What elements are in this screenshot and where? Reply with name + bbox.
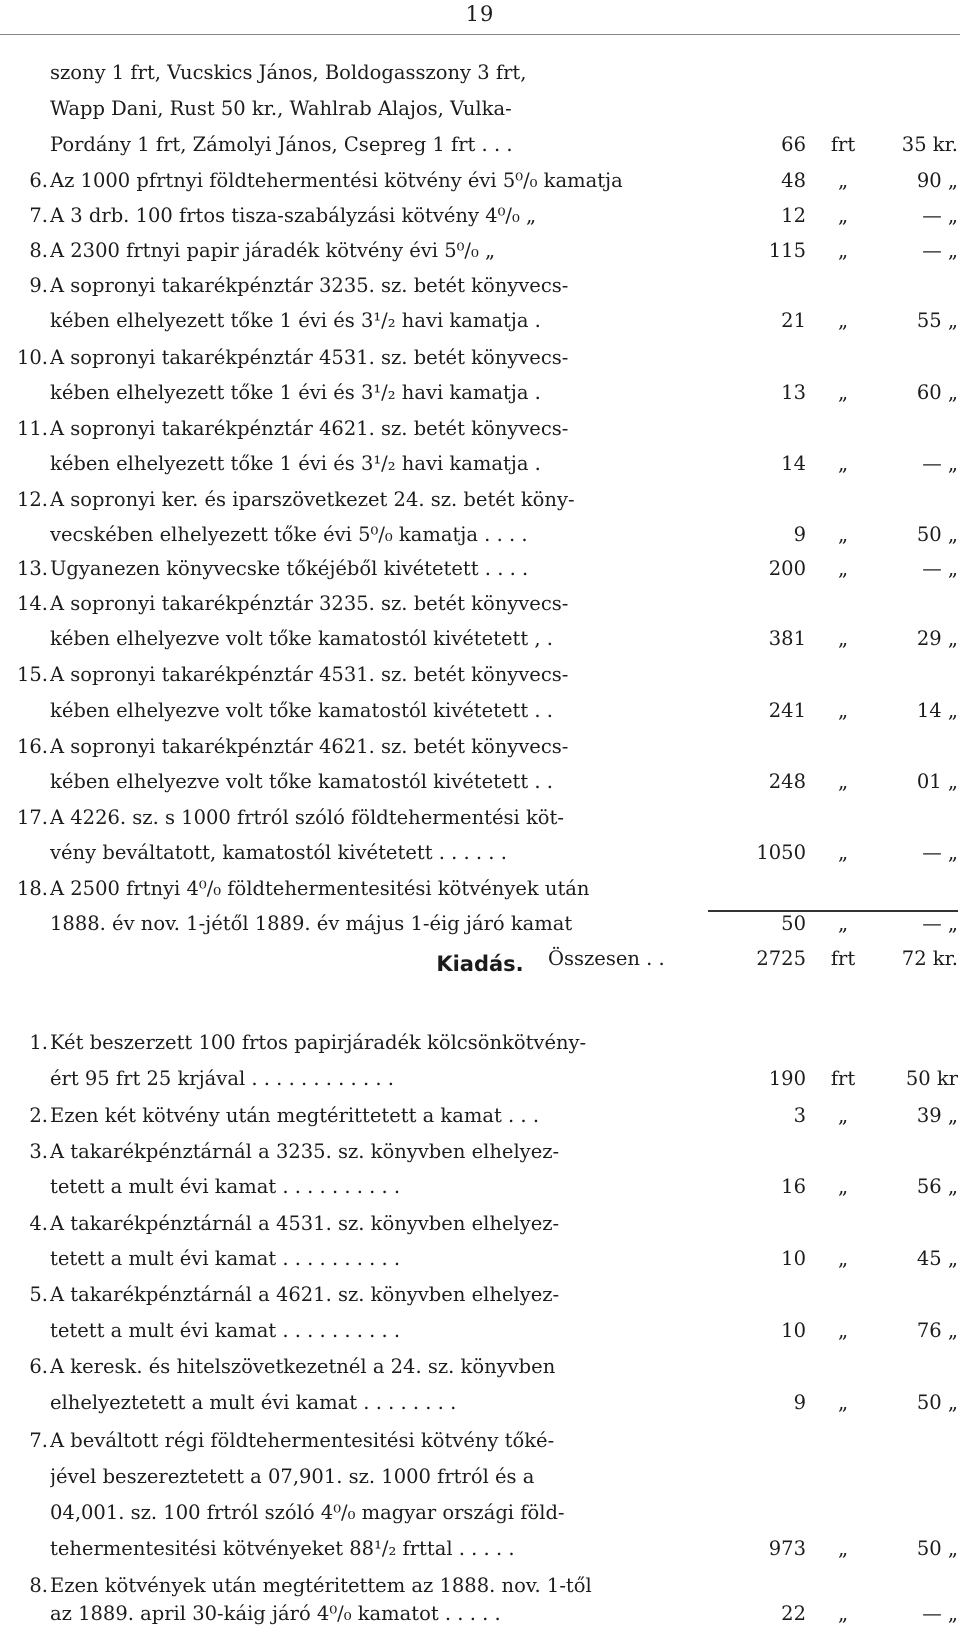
amount-krajcar: 76 „	[916, 1319, 958, 1342]
amount-krajcar: 72 kr.	[901, 947, 958, 970]
line-number: 7.	[29, 1429, 48, 1452]
ledger-line	[0, 413, 960, 445]
line-text: jével beszereztetett a 07,901. sz. 1000 frtról és a	[50, 1465, 535, 1488]
ledger-line	[0, 342, 960, 374]
line-text: A 4226. sz. s 1000 frtról szóló földtehermentési köt-	[50, 806, 564, 829]
line-text: vény beváltatott, kamatostól kivétetett . . . . . .	[50, 841, 507, 864]
amount-forint: 9	[793, 1391, 806, 1414]
amount-forint: 66	[781, 133, 806, 156]
ledger-line	[0, 1100, 960, 1132]
ledger-line	[0, 1425, 960, 1457]
amount-krajcar: 50 kr	[905, 1067, 958, 1090]
line-text: A takarékpénztárnál a 4531. sz. könyvben elhelyez-	[50, 1212, 560, 1235]
ledger-line	[0, 553, 960, 585]
line-number: 2.	[29, 1104, 48, 1127]
line-number: 17.	[16, 806, 48, 829]
line-number: 1.	[29, 1031, 48, 1054]
amount-unit: „	[837, 1391, 849, 1414]
line-text: tetett a mult évi kamat . . . . . . . . . .	[50, 1175, 401, 1198]
ledger-line	[0, 766, 960, 798]
amount-forint: 3	[793, 1104, 806, 1127]
amount-forint: 13	[781, 381, 806, 404]
amount-unit: „	[837, 452, 849, 475]
amount-unit: „	[837, 1175, 849, 1198]
line-number: 7.	[29, 204, 48, 227]
line-number: 11.	[16, 417, 48, 440]
line-text: 04,001. sz. 100 frtról szóló 4⁰/₀ magyar országi föld-	[50, 1501, 565, 1524]
line-text: A takarékpénztárnál a 3235. sz. könyvben elhelyez-	[50, 1140, 560, 1163]
ledger-line	[0, 1136, 960, 1168]
line-text: A 3 drb. 100 frtos tisza-szabályzási kötvény 4⁰/₀ „	[50, 204, 537, 227]
line-text: az 1889. april 30-káig járó 4⁰/₀ kamatot . . . . .	[50, 1602, 501, 1625]
ledger-line	[0, 165, 960, 197]
amount-unit: „	[837, 1537, 849, 1560]
line-text: A sopronyi takarékpénztár 3235. sz. betét könyvecs-	[50, 274, 569, 297]
line-text: szony 1 frt, Vucskics János, Boldogasszony 3 frt,	[50, 61, 527, 84]
line-number: 5.	[29, 1283, 48, 1306]
amount-forint: 12	[781, 204, 806, 227]
line-number: 9.	[29, 274, 48, 297]
line-text: A beváltott régi földtehermentesitési kötvény tőké-	[50, 1429, 555, 1452]
amount-unit: „	[837, 770, 849, 793]
ledger-line	[0, 1063, 960, 1095]
line-text: ért 95 frt 25 krjával . . . . . . . . . . . .	[50, 1067, 394, 1090]
line-text: A sopronyi ker. és iparszövetkezet 24. sz. betét köny-	[50, 488, 575, 511]
line-number: 12.	[16, 488, 48, 511]
line-text: 1888. év nov. 1-jétől 1889. év május 1-éig járó kamat	[50, 912, 573, 935]
amount-unit: frt	[830, 1067, 856, 1090]
amount-krajcar: 56 „	[916, 1175, 958, 1198]
amount-forint: 50	[781, 912, 806, 935]
amount-forint: 10	[781, 1247, 806, 1270]
line-text: A sopronyi takarékpénztár 4621. sz. betét könyvecs-	[50, 417, 569, 440]
amount-forint: 16	[781, 1175, 806, 1198]
line-text: tetett a mult évi kamat . . . . . . . . . .	[50, 1319, 401, 1342]
amount-unit: „	[837, 1104, 849, 1127]
amount-forint: 22	[781, 1602, 806, 1625]
line-text: elhelyeztetett a mult évi kamat . . . . . . . .	[50, 1391, 457, 1414]
ledger-line	[0, 235, 960, 267]
amount-unit: „	[837, 1602, 849, 1625]
amount-krajcar: 50 „	[916, 1537, 958, 1560]
line-text: A sopronyi takarékpénztár 4621. sz. betét könyvecs-	[50, 735, 569, 758]
line-text: kében elhelyezve volt tőke kamatostól kivétetett . .	[50, 770, 553, 793]
line-number: 8.	[29, 239, 48, 262]
amount-unit: „	[837, 627, 849, 650]
amount-forint: 10	[781, 1319, 806, 1342]
amount-unit: frt	[830, 947, 856, 970]
line-text: A sopronyi takarékpénztár 4531. sz. betét könyvecs-	[50, 663, 569, 686]
amount-krajcar: 90 „	[916, 169, 958, 192]
amount-krajcar: 14 „	[916, 699, 958, 722]
section-heading: Kiadás.	[436, 952, 524, 976]
ledger-line	[0, 695, 960, 727]
line-text: Wapp Dani, Rust 50 kr., Wahlrab Alajos, Vulka-	[50, 97, 512, 120]
line-number: 10.	[16, 346, 48, 369]
amount-forint: 1050	[756, 841, 806, 864]
line-text: kében elhelyezve volt tőke kamatostól kivétetett , .	[50, 627, 553, 650]
ledger-line	[0, 588, 960, 620]
amount-unit: „	[837, 239, 849, 262]
amount-forint: 190	[768, 1067, 806, 1090]
amount-krajcar: 01 „	[916, 770, 958, 793]
amount-krajcar: — „	[922, 1602, 958, 1625]
amount-krajcar: 39 „	[916, 1104, 958, 1127]
amount-forint: 9	[793, 523, 806, 546]
line-text: Összesen . .	[548, 947, 665, 970]
ledger-line	[0, 200, 960, 232]
ledger-line	[0, 484, 960, 516]
line-text: Ezen két kötvény után megtérittetett a kamat . . .	[50, 1104, 540, 1127]
line-text: kében elhelyezve volt tőke kamatostól kivétetett . .	[50, 699, 553, 722]
ledger-line	[0, 305, 960, 337]
line-text: kében elhelyezett tőke 1 évi és 3¹/₂ havi kamatja .	[50, 309, 541, 332]
page-number: 19	[465, 2, 495, 26]
amount-forint: 200	[768, 557, 806, 580]
amount-unit: „	[837, 204, 849, 227]
line-number: 15.	[16, 663, 48, 686]
ledger-line	[0, 1598, 960, 1630]
amount-unit: „	[837, 557, 849, 580]
ledger-line	[0, 519, 960, 551]
line-number: 4.	[29, 1212, 48, 1235]
line-text: vecskében elhelyezett tőke évi 5⁰/₀ kamatja . . . .	[50, 523, 528, 546]
line-text: kében elhelyezett tőke 1 évi és 3¹/₂ havi kamatja .	[50, 452, 541, 475]
amount-unit: „	[837, 841, 849, 864]
ledger-line	[0, 731, 960, 763]
header-rule	[0, 34, 960, 35]
amount-forint: 115	[768, 239, 806, 262]
line-text: Ugyanezen könyvecske tőkéjéből kivétetett . . . .	[50, 557, 529, 580]
line-text: Az 1000 pfrtnyi földtehermentési kötvény évi 5⁰/₀ kamatja	[50, 169, 623, 192]
ledger-line	[0, 1243, 960, 1275]
ledger-line	[0, 873, 960, 905]
ledger-line	[0, 1533, 960, 1565]
ledger-line	[0, 943, 960, 975]
line-text: Két beszerzett 100 frtos papirjáradék kölcsönkötvény-	[50, 1031, 587, 1054]
amount-krajcar: 35 kr.	[901, 133, 958, 156]
amount-krajcar: — „	[922, 912, 958, 935]
line-number: 8.	[29, 1574, 48, 1597]
ledger-line	[0, 908, 960, 940]
ledger-line	[0, 1027, 960, 1059]
ledger-line	[0, 93, 960, 125]
line-text: A 2500 frtnyi 4⁰/₀ földtehermentesitési kötvények után	[50, 877, 590, 900]
amount-unit: „	[837, 912, 849, 935]
ledger-line	[0, 659, 960, 691]
line-number: 16.	[16, 735, 48, 758]
line-number: 13.	[16, 557, 48, 580]
amount-unit: frt	[830, 133, 856, 156]
line-text: Ezen kötvények után megtéritettem az 1888. nov. 1-től	[50, 1574, 592, 1597]
amount-krajcar: 50 „	[916, 523, 958, 546]
line-number: 3.	[29, 1140, 48, 1163]
line-text: tetett a mult évi kamat . . . . . . . . . .	[50, 1247, 401, 1270]
line-text: tehermentesitési kötvényeket 88¹/₂ frttal . . . . .	[50, 1537, 515, 1560]
line-number: 6.	[29, 169, 48, 192]
line-text: A 2300 frtnyi papir járadék kötvény évi 5⁰/₀ „	[50, 239, 496, 262]
amount-krajcar: 55 „	[916, 309, 958, 332]
amount-forint: 14	[781, 452, 806, 475]
amount-unit: „	[837, 699, 849, 722]
line-text: Pordány 1 frt, Zámolyi János, Csepreg 1 frt . . .	[50, 133, 513, 156]
amount-krajcar: — „	[922, 204, 958, 227]
line-number: 6.	[29, 1355, 48, 1378]
ledger-line	[0, 837, 960, 869]
ledger-line	[0, 1279, 960, 1311]
amount-forint: 248	[768, 770, 806, 793]
line-text: kében elhelyezett tőke 1 évi és 3¹/₂ havi kamatja .	[50, 381, 541, 404]
amount-unit: „	[837, 169, 849, 192]
amount-forint: 2725	[756, 947, 806, 970]
ledger-line	[0, 1171, 960, 1203]
ledger-line	[0, 1315, 960, 1347]
amount-forint: 21	[781, 309, 806, 332]
ledger-line	[0, 1351, 960, 1383]
ledger-line	[0, 623, 960, 655]
amount-krajcar: — „	[922, 239, 958, 262]
amount-forint: 48	[781, 169, 806, 192]
amount-krajcar: 45 „	[916, 1247, 958, 1270]
ledger-line	[0, 1497, 960, 1529]
line-text: A sopronyi takarékpénztár 3235. sz. betét könyvecs-	[50, 592, 569, 615]
line-text: A sopronyi takarékpénztár 4531. sz. betét könyvecs-	[50, 346, 569, 369]
ledger-line	[0, 270, 960, 302]
line-number: 18.	[16, 877, 48, 900]
amount-forint: 381	[768, 627, 806, 650]
amount-krajcar: — „	[922, 841, 958, 864]
amount-krajcar: 50 „	[916, 1391, 958, 1414]
ledger-line	[0, 802, 960, 834]
ledger-line	[0, 1208, 960, 1240]
ledger-line	[0, 1387, 960, 1419]
line-text: A keresk. és hitelszövetkezetnél a 24. sz. könyvben	[50, 1355, 556, 1378]
amount-krajcar: — „	[922, 452, 958, 475]
amount-krajcar: 60 „	[916, 381, 958, 404]
amount-forint: 973	[768, 1537, 806, 1560]
amount-unit: „	[837, 523, 849, 546]
amount-krajcar: 29 „	[916, 627, 958, 650]
amount-unit: „	[837, 309, 849, 332]
ledger-line	[0, 1461, 960, 1493]
amount-unit: „	[837, 381, 849, 404]
line-text: A takarékpénztárnál a 4621. sz. könyvben elhelyez-	[50, 1283, 560, 1306]
ledger-line	[0, 448, 960, 480]
amount-unit: „	[837, 1319, 849, 1342]
amount-unit: „	[837, 1247, 849, 1270]
line-number: 14.	[16, 592, 48, 615]
ledger-line	[0, 129, 960, 161]
amount-forint: 241	[768, 699, 806, 722]
ledger-line	[0, 377, 960, 409]
amount-krajcar: — „	[922, 557, 958, 580]
ledger-line	[0, 57, 960, 89]
